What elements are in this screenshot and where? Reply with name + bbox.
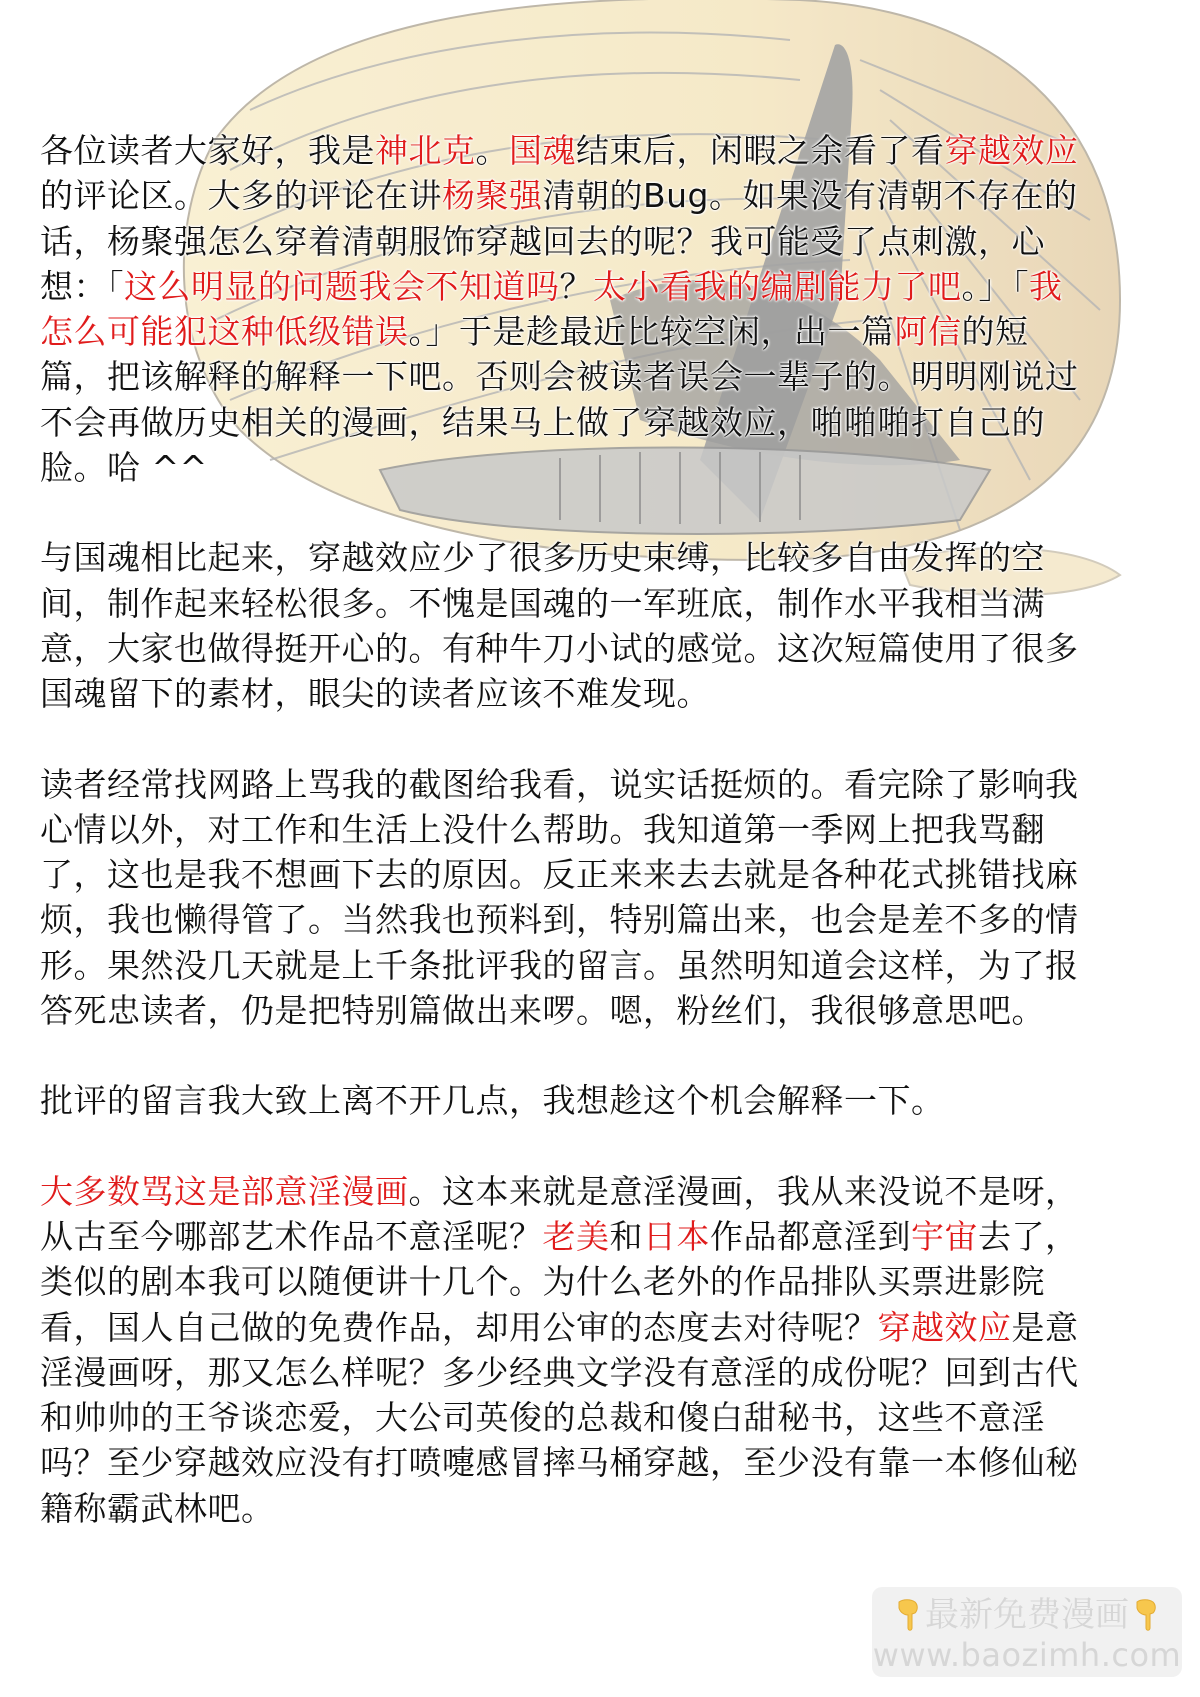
text-segment: 。」于是趁最近比较空闲，出一篇 xyxy=(408,312,895,352)
text-segment: 作品都意淫到 xyxy=(710,1216,911,1256)
site-watermark xyxy=(872,1587,1182,1677)
text-segment: 各位读者大家好，我是 xyxy=(40,131,375,170)
text-segment: 是意淫漫画呀，那又怎么样呢？多少经典文学没有意淫的成份呢？回到古代和帅帅的王爷谈恋爱，大公司英俊的总裁和傻白甜秘书，这些不意淫吗？至少穿越效应没有打喷嚏感冒摔马桶穿越，至少没有靠一本修仙秘籍称霸武林吧。 xyxy=(40,1307,1079,1528)
highlight-character-axin: 阿信 xyxy=(894,312,962,352)
text-segment: 结束后，闲暇之余看了看 xyxy=(576,131,945,170)
highlight-author-name: 神北克 xyxy=(375,131,476,170)
text-segment: 和 xyxy=(609,1216,643,1256)
highlight-japan: 日本 xyxy=(643,1216,710,1256)
highlight-character-name: 杨聚强 xyxy=(442,176,543,216)
paragraph-rebuttal xyxy=(40,1169,1080,1531)
text-segment: 。」「 xyxy=(961,266,1029,306)
text-segment: 与国魂相比起来，穿越效应少了很多历史束缚，比较多自由发挥的空间，制作起来轻松很多。不愧是国魂的一军班底，制作水平我相当满意，大家也做得挺开心的。有种牛刀小试的感觉。这次短篇使用了很多国魂留下的素材，眼尖的读者应该不难发现。 xyxy=(40,538,1079,714)
watermark-slogan: 最新免费漫画 xyxy=(925,1595,1129,1635)
pointing-down-hand-icon xyxy=(1133,1598,1159,1632)
paragraph-transition xyxy=(40,1078,1080,1123)
highlight-quote-1: 这么明显的问题我会不知道吗 xyxy=(124,266,560,306)
highlight-quote-2: 太小看我的编剧能力了吧 xyxy=(593,266,962,306)
highlight-title-guohun: 国魂 xyxy=(509,131,576,170)
text-segment: 的评论区。大多的评论在讲 xyxy=(40,176,442,216)
text-segment: 的短篇，把该解释的解释一下吧。否则会被读者误会一辈子的。明明刚说过不会再做历史相关的漫画，结果马上做了穿越效应，啪啪啪打自己的脸。哈 ^^ xyxy=(40,312,1079,488)
watermark-url: www.baozimh.com xyxy=(872,1636,1182,1674)
paragraph-intro xyxy=(40,128,1080,490)
paragraph-production xyxy=(40,535,1080,716)
highlight-criticism-point: 大多数骂这是部意淫漫画 xyxy=(40,1171,409,1211)
highlight-laomei: 老美 xyxy=(542,1216,610,1256)
paragraph-criticism xyxy=(40,762,1080,1034)
text-segment: ？ xyxy=(559,266,593,306)
text-segment: 读者经常找网路上骂我的截图给我看，说实话挺烦的。看完除了影响我心情以外，对工作和生活上没什么帮助。我知道第一季网上把我骂翻了，这也是我不想画下去的原因。反正来来去去就是各种花式挑错找麻烦，我也懒得管了。当然我也预料到，特别篇出来，也会是差不多的情形。果然没几天就是上千条批评我的留言。虽然明知道会这样，为了报答死忠读者，仍是把特别篇做出来啰。嗯，粉丝们，我很够意思吧。 xyxy=(40,764,1079,1031)
highlight-quote-3: 我怎么可能犯这种低级错误 xyxy=(40,266,1063,352)
text-segment: 去了，类似的剧本我可以随便讲十几个。为什么老外的作品排队买票进影院看，国人自己做的免费作品，却用公审的态度去对待呢？ xyxy=(40,1216,1079,1347)
text-segment: 清朝的Bug。如果没有清朝不存在的话，杨聚强怎么穿着清朝服饰穿越回去的呢？我可能受了点刺激，心想：「 xyxy=(40,176,1078,306)
highlight-title-chuanyue: 穿越效应 xyxy=(877,1307,1012,1347)
pointing-down-hand-icon xyxy=(895,1598,921,1632)
highlight-universe: 宇宙 xyxy=(911,1216,978,1256)
text-segment: 。 xyxy=(475,131,509,170)
text-segment: 。这本来就是意淫漫画，我从来没说不是呀，从古至今哪部艺术作品不意淫呢？ xyxy=(40,1171,1079,1256)
highlight-title-chuanyue: 穿越效应 xyxy=(944,131,1079,170)
article-body xyxy=(40,128,1080,1531)
text-segment: 批评的留言我大致上离不开几点，我想趁这个机会解释一下。 xyxy=(40,1081,945,1121)
